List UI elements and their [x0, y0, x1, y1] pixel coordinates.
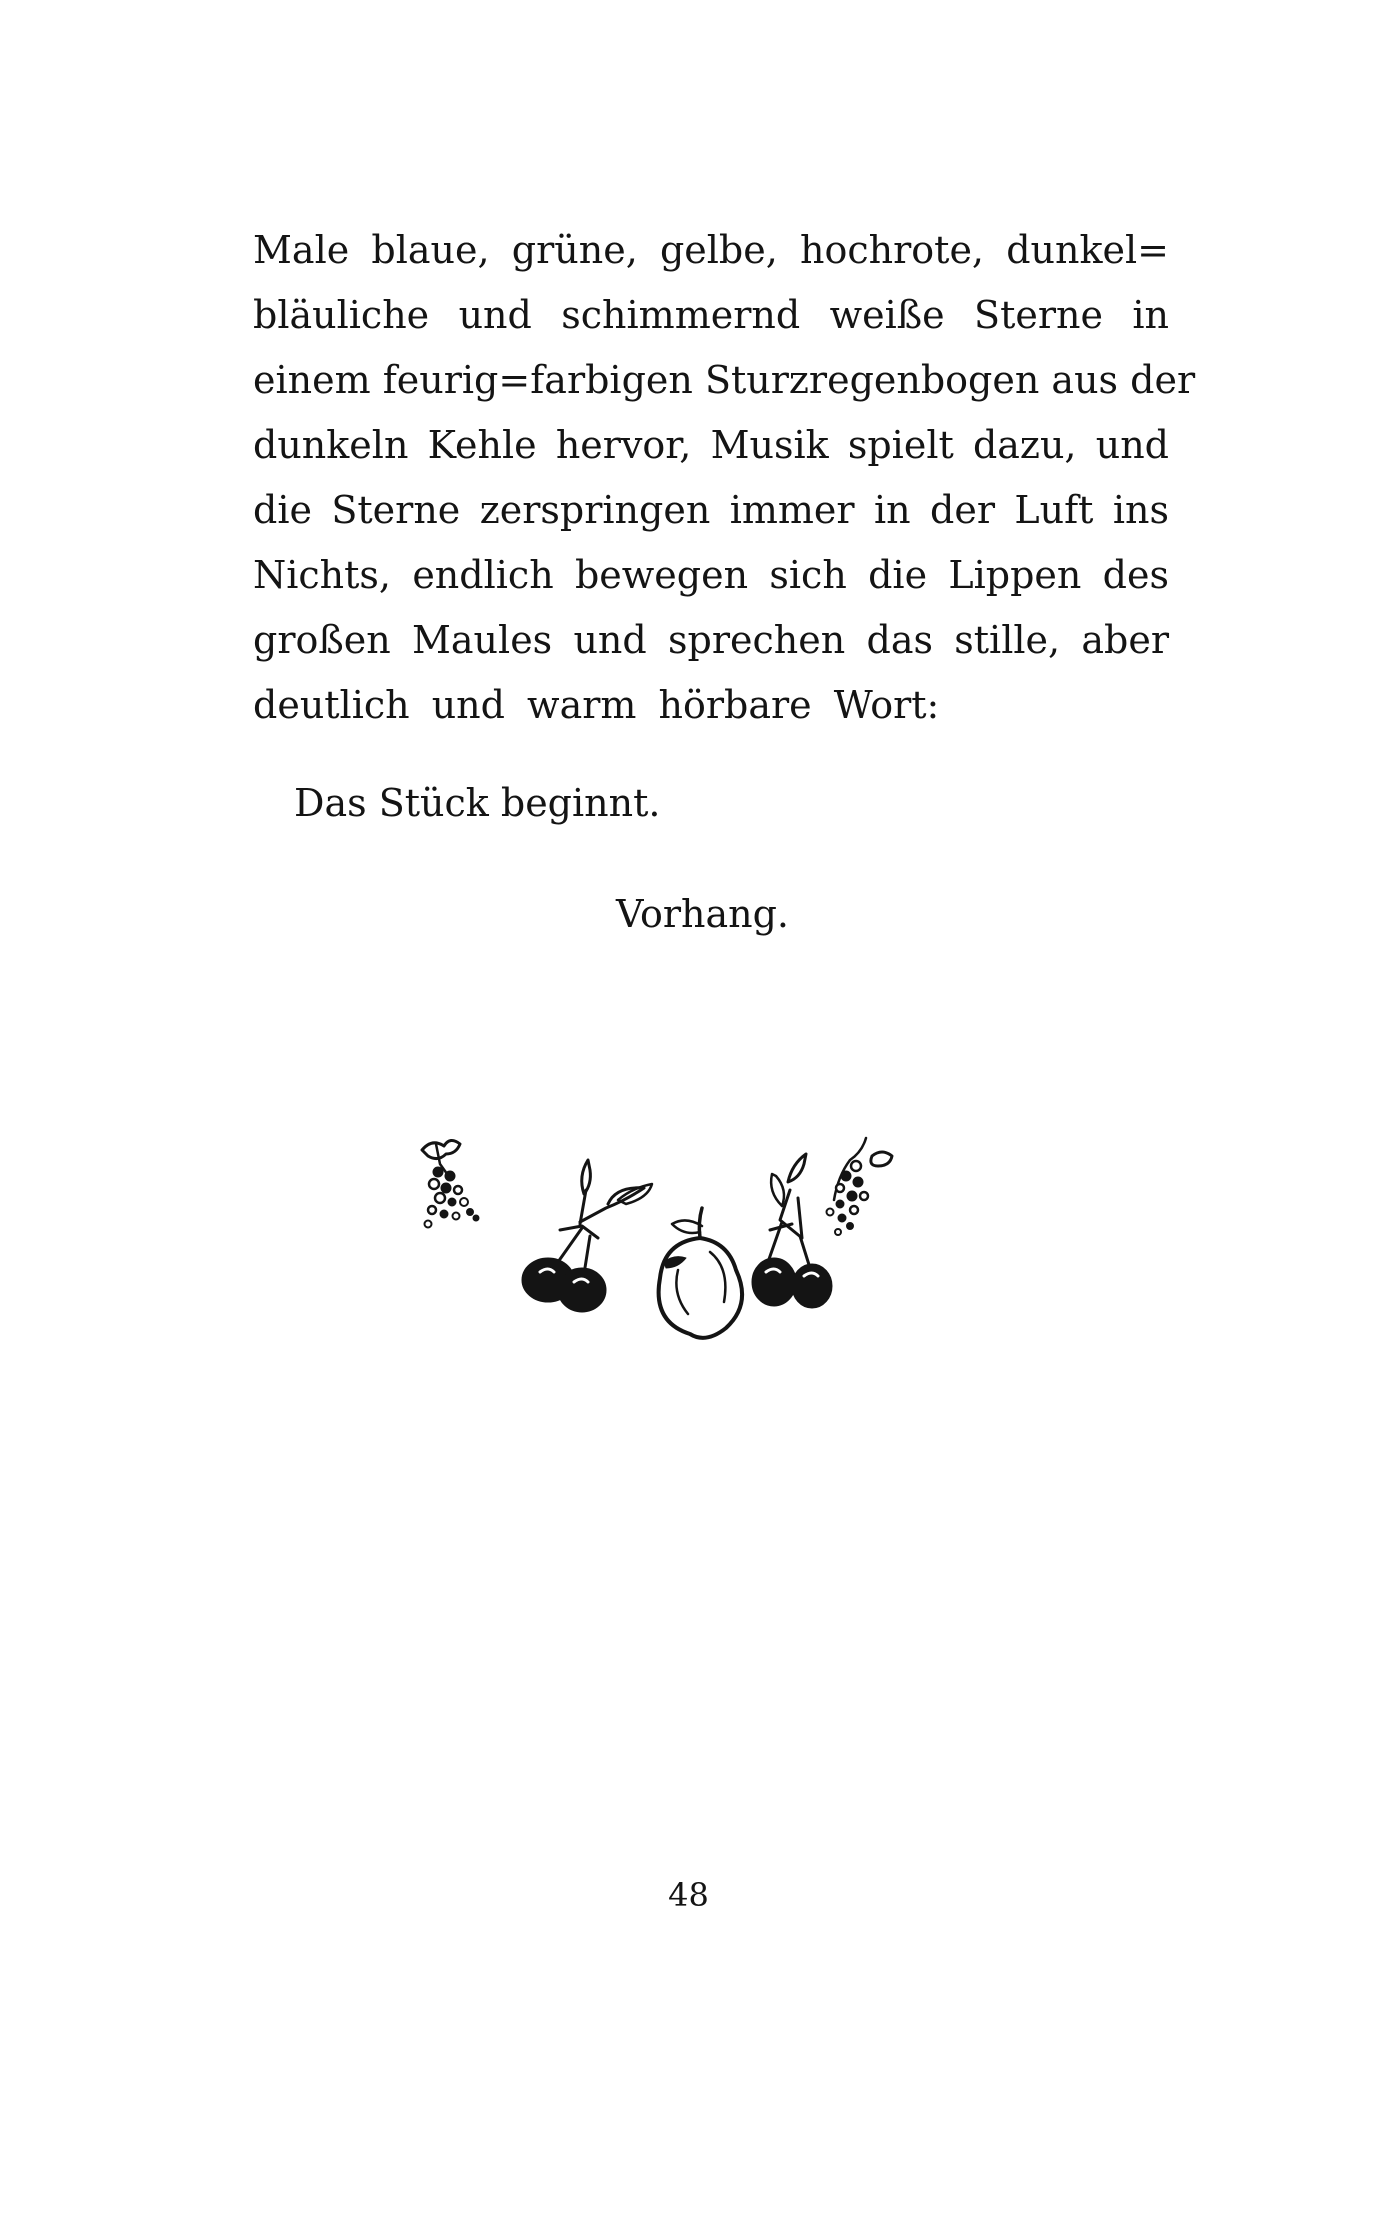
text-line: großen Maules und sprechen das stille, aber	[253, 618, 1169, 662]
text-line: deutlich und warm hörbare Wort:	[253, 683, 940, 727]
curtain-text: Vorhang.	[615, 892, 789, 936]
curtain-heading	[0, 884, 1377, 944]
text-line: Male blaue, grüne, gelbe, hochrote, dunkel=	[253, 228, 1169, 272]
text-line: dunkeln Kehle hervor, Musik spielt dazu, und	[253, 423, 1169, 467]
text-line: einem feurig=farbigen Sturzregenbogen aus der	[253, 358, 1196, 402]
pear-icon	[659, 1208, 742, 1338]
closing-line: Das Stück beginnt.	[294, 781, 661, 825]
text-line: bläuliche und schimmernd weiße Sterne in	[253, 293, 1169, 337]
fruit-vignette-icon	[410, 1130, 990, 1390]
grape-cluster-icon	[827, 1138, 893, 1235]
cherry-pair-icon	[752, 1154, 832, 1308]
cherry-pair-icon	[522, 1160, 652, 1312]
body-paragraph	[253, 218, 1196, 738]
text-line: Nichts, endlich bewegen sich die Lippen des	[253, 553, 1169, 597]
text-line: die Sterne zerspringen immer in der Luft ins	[253, 488, 1169, 532]
page-number: 48	[668, 1876, 709, 1914]
grape-cluster-icon	[422, 1140, 479, 1227]
